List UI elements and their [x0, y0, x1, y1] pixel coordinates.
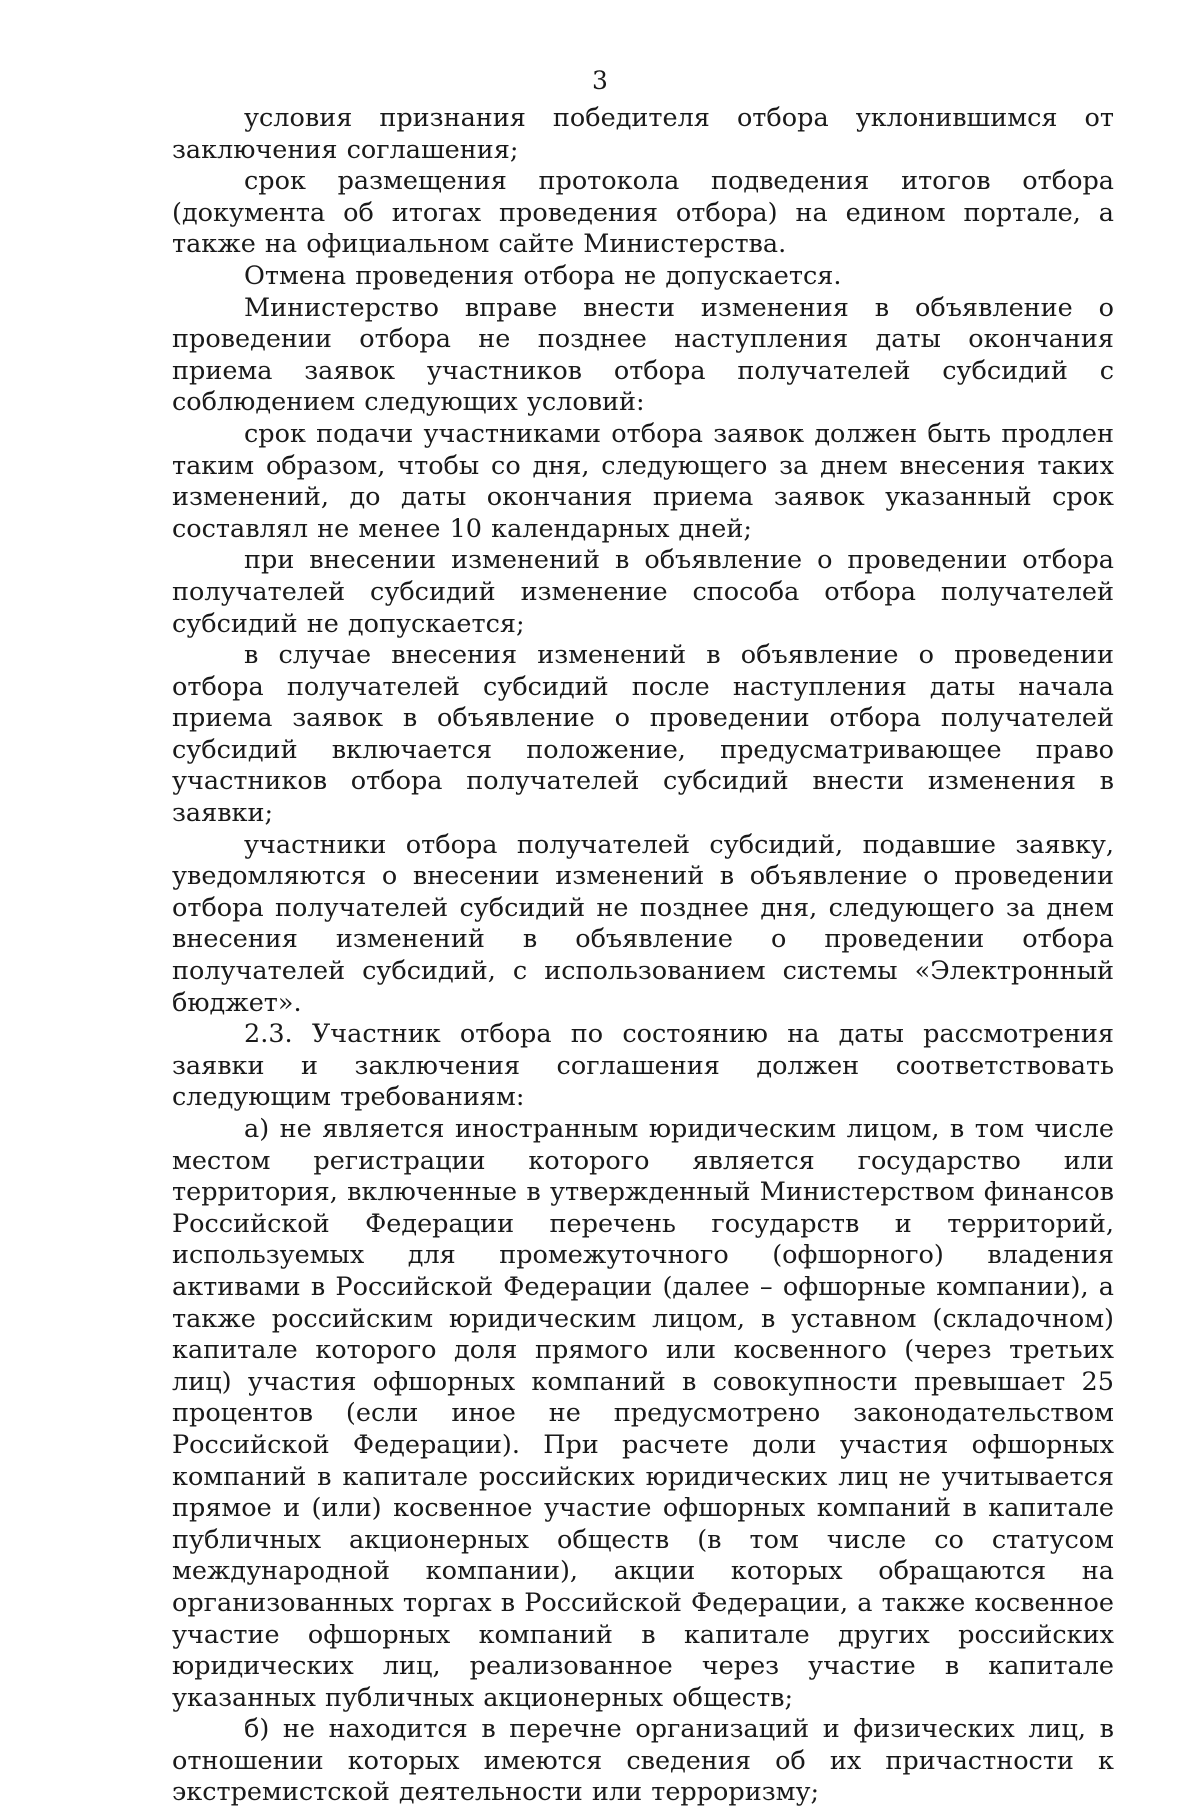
paragraph-deadline-extension: срок подачи участниками отбора заявок должен быть продлен таким образом, чтобы со дня, следующего за днем внесения таких изменений, до даты окончания приема заявок указанный срок составлял не менее 10 календарных дней;	[172, 418, 1114, 544]
paragraph-cancellation: Отмена проведения отбора не допускается.	[244, 260, 842, 291]
paragraph-application-changes: в случае внесения изменений в объявление о проведении отбора получателей субсидий после наступления даты начала приема заявок в объявление о проведении отбора получателей субсидий включается положение, предусматривающее право участников отбора получателей субсидий внести изменения в заявки;	[172, 640, 1114, 829]
paragraph-participant-notification: участники отбора получателей субсидий, подавшие заявку, уведомляются о внесении изменений в объявление о проведении отбора получателей субсидий не позднее дня, следующего за днем внесения изменений в объявление о проведении отбора получателей субсидий, с использованием системы «Электронный бюджет».	[172, 829, 1114, 1018]
paragraph-winner-evasion: условия признания победителя отбора уклонившимся от заключения соглашения;	[172, 103, 1114, 165]
paragraph-method-change: при внесении изменений в объявление о проведении отбора получателей субсидий изменение способа отбора получателей субсидий не допускается;	[172, 545, 1114, 639]
page-number: 3	[592, 66, 608, 95]
paragraph-protocol-publication: срок размещения протокола подведения итогов отбора (документа об итогах проведения отбора) на едином портале, а также на официальном сайте Министерства.	[172, 166, 1114, 260]
paragraph-ministry-changes: Министерство вправе внести изменения в объявление о проведении отбора не позднее наступления даты окончания приема заявок участников отбора получателей субсидий с соблюдением следующих условий:	[172, 292, 1114, 418]
document-body	[172, 103, 1114, 1809]
paragraph-requirement-b: б) не находится в перечне организаций и физических лиц, в отношении которых имеются сведения об их причастности к экстремистской деятельности или терроризму;	[172, 1714, 1114, 1808]
paragraph-section-2-3: 2.3. Участник отбора по состоянию на даты рассмотрения заявки и заключения соглашения должен соответствовать следующим требованиям:	[172, 1019, 1114, 1113]
paragraph-requirement-a: а) не является иностранным юридическим лицом, в том числе местом регистрации которого является государство или территория, включенные в утвержденный Министерством финансов Российской Федерации перечень государств и территорий, используемых для промежуточного (офшорного) владения активами в Российской Федерации (далее – офшорные компании), а также российским юридическим лицом, в уставном (складочном) капитале которого доля прямого или косвенного (через третьих лиц) участия офшорных компаний в совокупности превышает 25 процентов (если иное не предусмотрено законодательством Российской Федерации). При расчете доли участия офшорных компаний в капитале российских юридических лиц не учитывается прямое и (или) косвенное участие офшорных компаний в капитале публичных акционерных обществ (в том числе со статусом международной компании), акции которых обращаются на организованных торгах в Российской Федерации, а также косвенное участие офшорных компаний в капитале других российских юридических лиц, реализованное через участие в капитале указанных публичных акционерных обществ;	[172, 1114, 1114, 1713]
